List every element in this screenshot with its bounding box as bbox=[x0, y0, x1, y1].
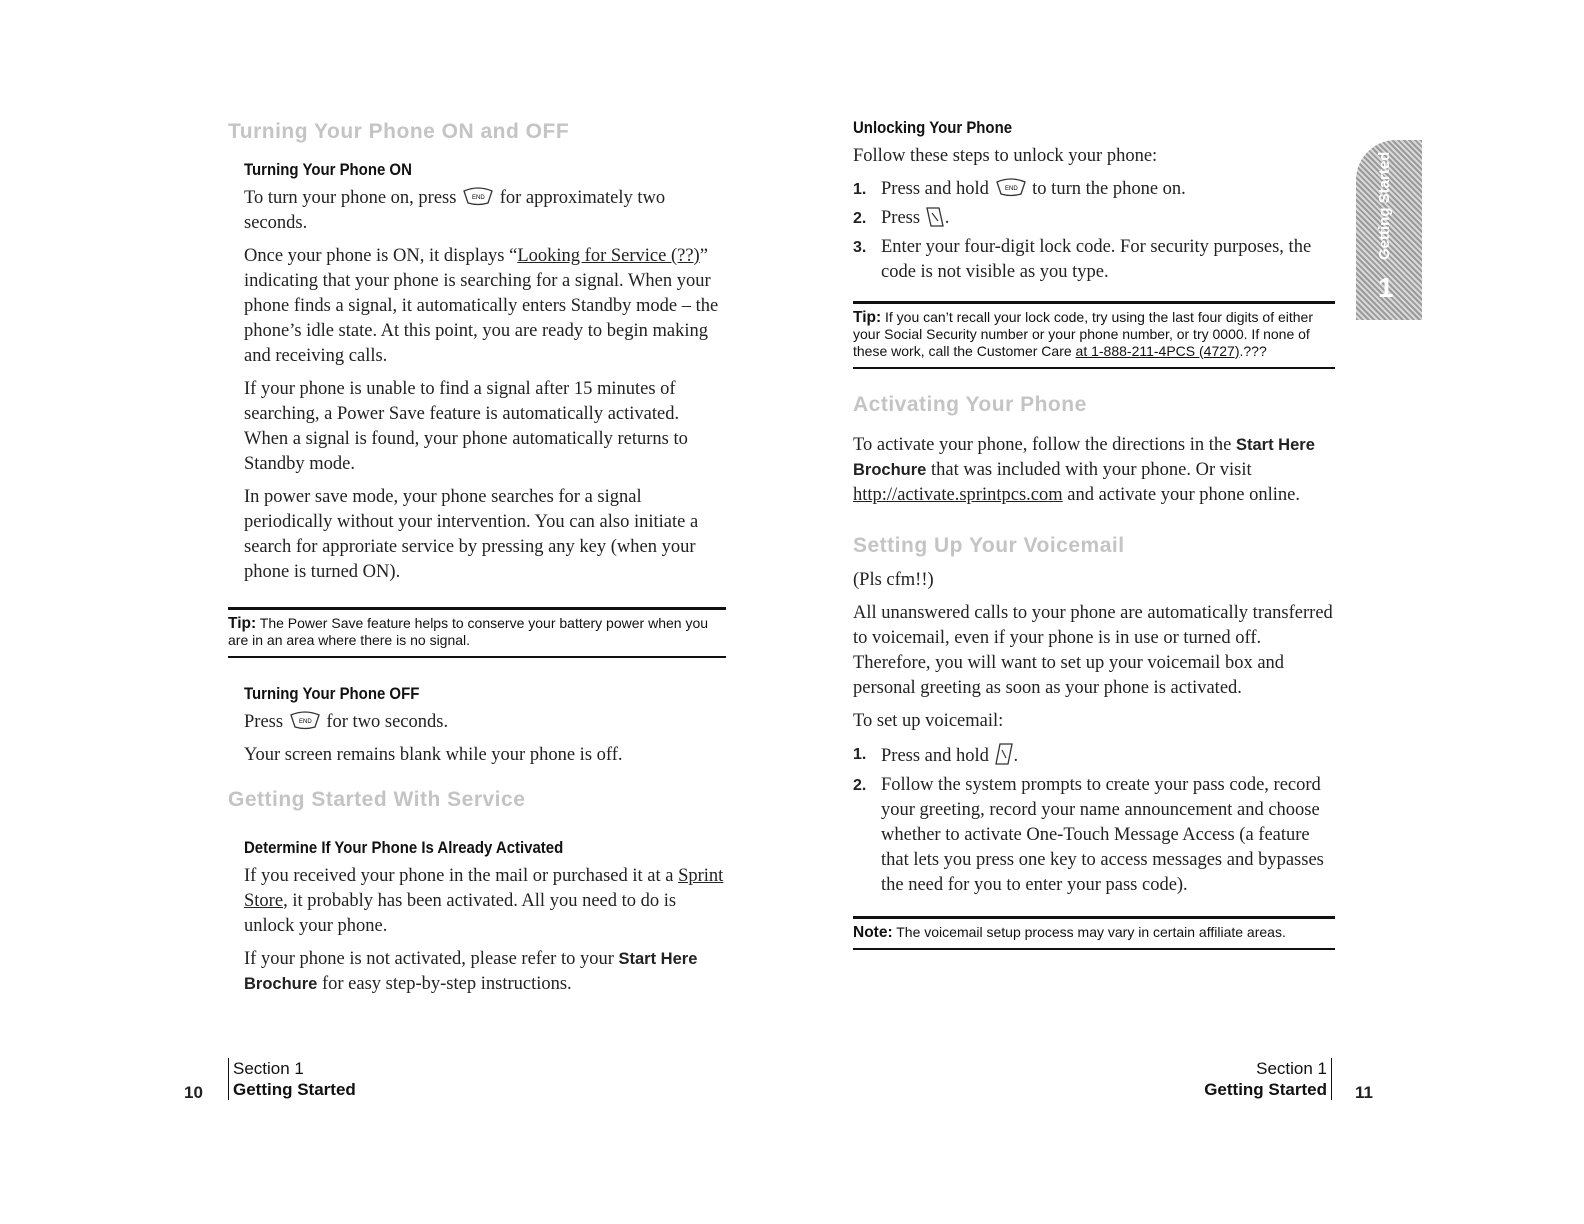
right-page bbox=[853, 118, 1335, 950]
voicemail-steps bbox=[853, 742, 1335, 898]
voicemail-key-icon bbox=[994, 742, 1014, 766]
unlock-key-icon bbox=[925, 206, 945, 228]
svg-text:END: END bbox=[472, 195, 485, 201]
unlock-steps bbox=[853, 177, 1335, 285]
paragraph-not-activated: If your phone is not activated, please refer to your Start Here Brochure for easy step-by-step instructions. bbox=[244, 949, 698, 994]
unlock-step-3: 3. Enter your four-digit lock code. For security purposes, the code is not visible as you type. bbox=[853, 237, 1312, 282]
section-title-getting-started-service: Getting Started With Service bbox=[228, 788, 526, 811]
end-key-icon bbox=[461, 186, 495, 206]
activate-url-link[interactable]: http://activate.sprintpcs.com bbox=[853, 485, 1063, 505]
section-title-turning-on-off: Turning Your Phone ON and OFF bbox=[228, 120, 570, 143]
section-title-voicemail: Setting Up Your Voicemail bbox=[853, 534, 1125, 557]
paragraph-received-phone: If you received your phone in the mail or purchased it at a Sprint Store, it probably has been activated. All you need to do is unlock your phone. bbox=[244, 866, 724, 936]
voicemail-note: (Pls cfm!!) bbox=[853, 570, 934, 590]
end-key-icon bbox=[994, 177, 1028, 197]
paragraph-unlock-intro: Follow these steps to unlock your phone: bbox=[853, 146, 1158, 166]
svg-text:END: END bbox=[298, 719, 312, 725]
paragraph-screen-blank: Your screen remains blank while your phone is off. bbox=[244, 745, 623, 765]
section-tab bbox=[1356, 140, 1422, 320]
paragraph-setup-voicemail: To set up voicemail: bbox=[853, 711, 1004, 731]
sprint-store-text: Sprint Store bbox=[244, 866, 724, 911]
unlock-step-2: 2. Press . bbox=[853, 208, 950, 228]
voicemail-step-1: 1. Press and hold . bbox=[853, 742, 1335, 769]
tip-box-power-save: Tip: The Power Save feature helps to conserve your battery power when you are in an area where there is no signal. bbox=[228, 607, 726, 658]
paragraph-turn-off: Press END for two seconds. bbox=[244, 712, 449, 732]
paragraph-voicemail: All unanswered calls to your phone are automatically transferred to voicemail, even if your phone is in use or turned off. Therefore, you will want to set up your voicemail box and personal greeting as soon as your phone is activated. bbox=[853, 603, 1333, 698]
left-page bbox=[228, 118, 726, 1005]
footer-left: Section 1 Getting Started bbox=[228, 1058, 356, 1100]
footer-right: Section 1 Getting Started bbox=[1204, 1058, 1332, 1100]
note-box-voicemail: Note: The voicemail setup process may vary in certain affiliate areas. bbox=[853, 916, 1335, 950]
section-tab-title: Getting Started bbox=[1376, 152, 1393, 261]
end-key-icon bbox=[288, 710, 322, 730]
unlock-step-1: 1. Press and hold END to turn the phone on. bbox=[853, 179, 1186, 199]
page-number-left: 10 bbox=[184, 1083, 203, 1102]
tip-box-lock-code: Tip: If you can’t recall your lock code, try using the last four digits of either your Social Security number or your phone number, or try 0000. If none of these work, call the Customer Care at 1-888-211-4PCS (4727).??? bbox=[853, 301, 1335, 369]
paragraph-power-save: If your phone is unable to find a signal after 15 minutes of searching, a Power Save feature is automatically activated. When a signal is found, your phone automatically returns to Standby mode. bbox=[244, 379, 688, 474]
section-title-activating: Activating Your Phone bbox=[853, 393, 1087, 416]
page-number-right: 11 bbox=[1355, 1083, 1373, 1102]
paragraph-power-save-mode: In power save mode, your phone searches for a signal periodically without your intervention. You can also initiate a search for approriate service by pressing any key (when your phone is turned ON). bbox=[244, 487, 699, 582]
looking-for-service-text: Looking for Service (??) bbox=[517, 246, 700, 266]
voicemail-step-2: 2. Follow the system prompts to create your pass code, record your greeting, record your name announcement and choose whether to activate One-Touch Message Access (a feature that lets you press one key to access messages and bypasses the need for you to enter your pass code). bbox=[853, 775, 1324, 895]
heading-turning-off: Turning Your Phone OFF bbox=[244, 684, 420, 703]
paragraph-activate: To activate your phone, follow the directions in the Start Here Brochure that was included with your phone. Or visit http://activate.sprintpcs.com and activate your phone online. bbox=[853, 435, 1315, 505]
paragraph-turn-on: To turn your phone on, press END for approximately two seconds. bbox=[244, 188, 666, 233]
section-tab-number: 1 bbox=[1378, 272, 1394, 303]
heading-determine-activated: Determine If Your Phone Is Already Activated bbox=[244, 838, 564, 857]
heading-turning-on: Turning Your Phone ON bbox=[244, 160, 412, 179]
customer-care-number: at 1-888-211-4PCS (4727) bbox=[1075, 343, 1240, 359]
heading-unlocking: Unlocking Your Phone bbox=[853, 118, 1013, 137]
svg-text:END: END bbox=[1004, 186, 1018, 192]
paragraph-looking-for-service: Once your phone is ON, it displays “Looking for Service (??)” indicating that your phone is searching for a signal. When your phone finds a signal, it automatically enters Standby mode – the phone’s idle state. At this point, you are ready to begin making and receiving calls. bbox=[244, 246, 719, 366]
